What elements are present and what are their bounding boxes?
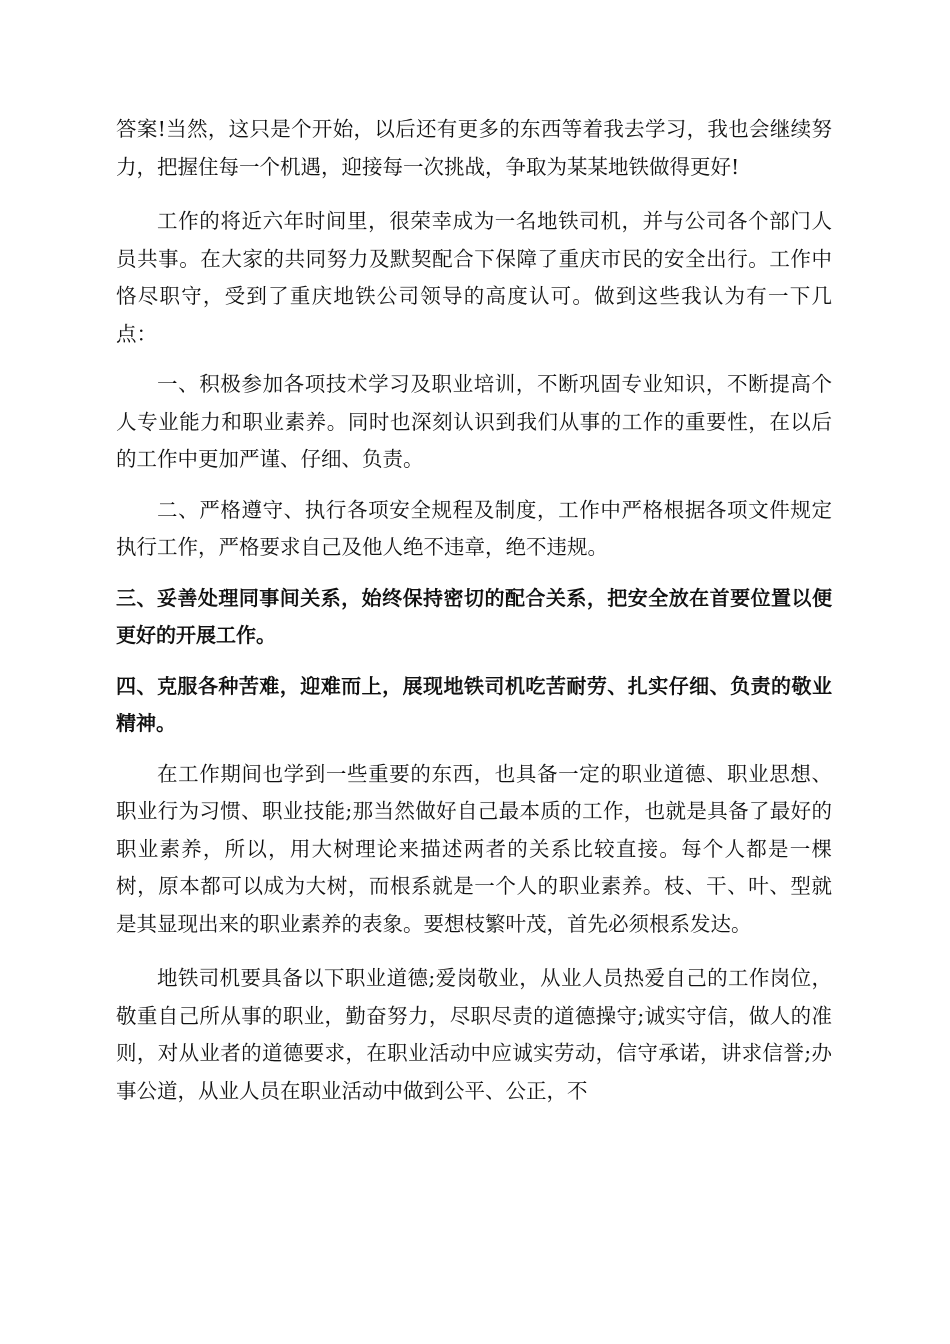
paragraph-5-bold: 三、妥善处理同事间关系，始终保持密切的配合关系，把安全放在首要位置以便更好的开展工作。: [116, 585, 832, 647]
paragraph-7: 在工作期间也学到一些重要的东西，也具备一定的职业道德、职业思想、职业行为习惯、职业技能;那当然做好自己最本质的工作，也就是具备了最好的职业素养，所以，用大树理论来描述两者的关系比较直接。每个人都是一棵树，原本都可以成为大树，而根系就是一个人的职业素养。枝、干、叶、型就是其显现出来的职业素养的表象。要想枝繁叶茂，首先必须根系发达。: [116, 761, 832, 936]
paragraph-4: 二、严格遵守、执行各项安全规程及制度，工作中严格根据各项文件规定执行工作，严格要求自己及他人绝不违章，绝不违规。: [116, 497, 832, 559]
paragraph-8: 地铁司机要具备以下职业道德;爱岗敬业，从业人员热爱自己的工作岗位，敬重自己所从事的职业，勤奋努力，尽职尽责的道德操守;诚实守信，做人的准则，对从业者的道德要求，在职业活动中应诚实劳动，信守承诺，讲求信誉;办事公道，从业人员在职业活动中做到公平、公正，不: [116, 966, 832, 1103]
paragraph-1: 答案!当然，这只是个开始，以后还有更多的东西等着我去学习，我也会继续努力，把握住每一个机遇，迎接每一次挑战，争取为某某地铁做得更好!: [116, 117, 832, 179]
document-body: [116, 111, 832, 1123]
paragraph-3: 一、积极参加各项技术学习及职业培训，不断巩固专业知识，不断提高个人专业能力和职业素养。同时也深刻认识到我们从事的工作的重要性，在以后的工作中更加严谨、仔细、负责。: [116, 372, 832, 471]
paragraph-6-bold: 四、克服各种苦难，迎难而上，展现地铁司机吃苦耐劳、扎实仔细、负责的敬业精神。: [116, 673, 832, 735]
paragraph-2: 工作的将近六年时间里，很荣幸成为一名地铁司机，并与公司各个部门人员共事。在大家的共同努力及默契配合下保障了重庆市民的安全出行。工作中恪尽职守，受到了重庆地铁公司领导的高度认可。做到这些我认为有一下几点：: [116, 209, 832, 346]
